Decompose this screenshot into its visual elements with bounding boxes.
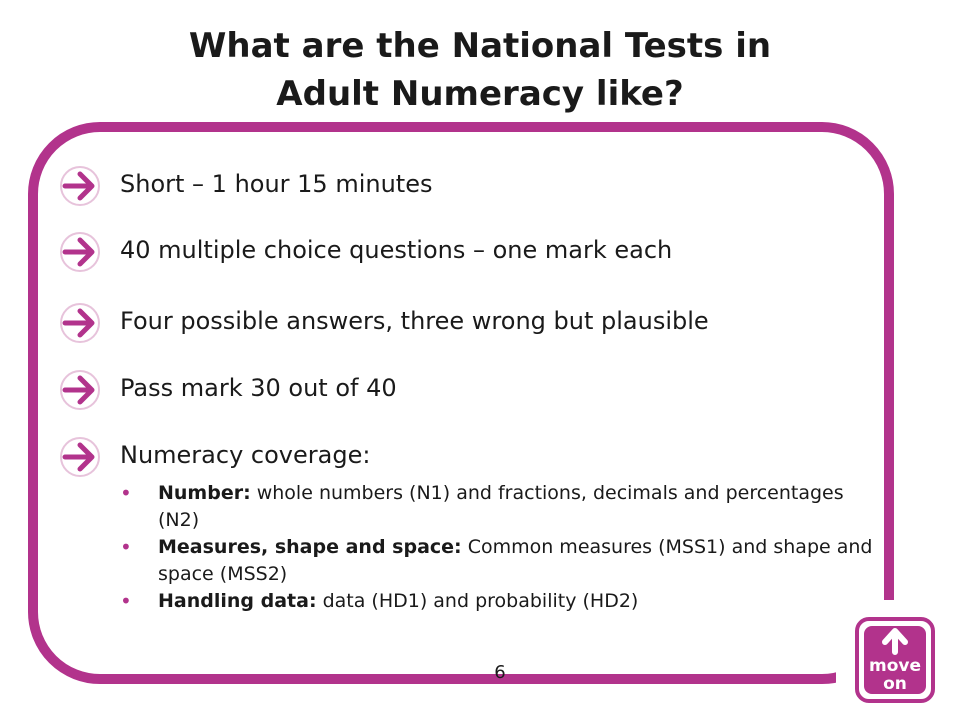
coverage-list (120, 480, 880, 615)
up-arrow-icon (864, 626, 926, 694)
coverage-item-number (120, 480, 880, 534)
coverage-item-handling-data (120, 588, 880, 615)
logo-word-move: move (868, 656, 922, 676)
point-pass-mark: Pass mark 30 out of 40 (120, 374, 397, 402)
coverage-heading: Handling data: (158, 590, 317, 612)
arrow-right-circle-icon (58, 164, 102, 208)
logo-badge (864, 626, 926, 694)
point-questions: 40 multiple choice questions – one mark each (120, 236, 673, 264)
bullet-dot: • (120, 535, 132, 559)
title-line-2: Adult Numeracy like? (276, 74, 684, 114)
arrow-right-circle-icon (58, 435, 102, 479)
title-line-1: What are the National Tests in (188, 26, 772, 66)
move-on-logo (855, 617, 935, 703)
bullet-dot: • (120, 481, 132, 505)
point-duration: Short – 1 hour 15 minutes (120, 170, 433, 198)
bullet-dot: • (120, 589, 132, 613)
point-coverage: Numeracy coverage: (120, 441, 371, 469)
coverage-text: Common measures (MSS1) and shape and space (MSS2) (158, 536, 873, 585)
arrow-right-circle-icon (58, 368, 102, 412)
page-number: 6 (494, 662, 506, 683)
arrow-right-circle-icon (58, 301, 102, 345)
logo-word-on: on (883, 674, 907, 694)
coverage-heading: Number: (158, 482, 251, 504)
slide-title (0, 22, 960, 118)
coverage-item-measures (120, 534, 880, 588)
arrow-right-circle-icon (58, 230, 102, 274)
coverage-text: whole numbers (N1) and fractions, decimals and percentages (N2) (158, 482, 844, 531)
point-answers: Four possible answers, three wrong but plausible (120, 307, 709, 335)
coverage-text: data (HD1) and probability (HD2) (316, 590, 639, 612)
coverage-heading: Measures, shape and space: (158, 536, 462, 558)
